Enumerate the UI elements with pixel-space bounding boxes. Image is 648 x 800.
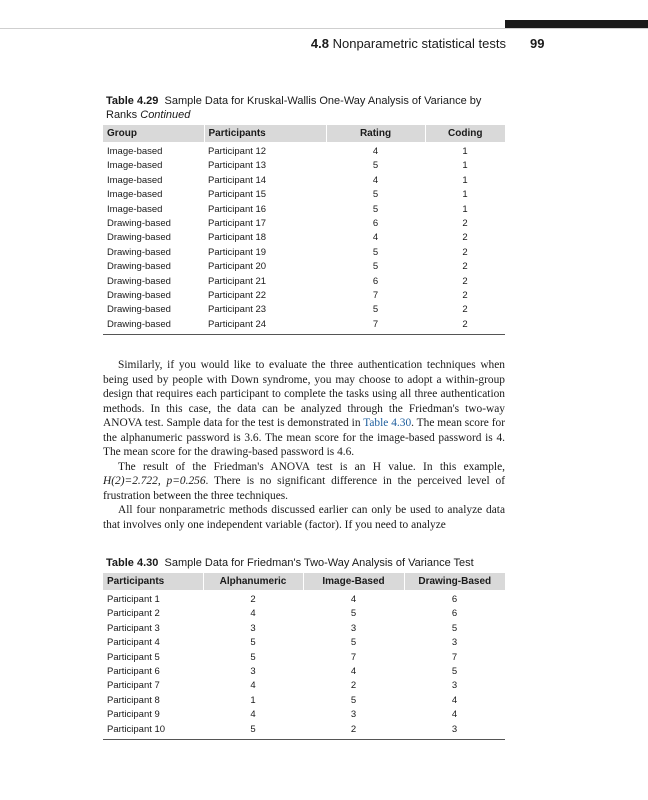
cell-image-based: 5 bbox=[350, 694, 357, 706]
table-row bbox=[103, 142, 505, 159]
p2-text-b: . There is no significant difference in the perceived level of frustration between the three techniques. bbox=[103, 475, 505, 502]
p1-text-a: Similarly, if you would like to evaluate the three authentication techniques when being used by people with Down syndrome, you may choose to adopt a within-group design that requires each participant to complete the tasks using all three authentication methods. In this case, the data can be analyzed through the Friedman's two-way ANOVA test. Sample data for the test is demonstrated in bbox=[103, 359, 505, 429]
paragraph-1 bbox=[103, 358, 505, 460]
cell-group: Drawing-based bbox=[107, 232, 171, 244]
cell-participant: Participant 24 bbox=[204, 318, 326, 335]
table-row bbox=[103, 708, 505, 722]
table-430-title: Sample Data for Friedman's Two-Way Analysis of Variance Test bbox=[164, 557, 474, 569]
table-429-continued: Continued bbox=[140, 109, 191, 121]
cell-alphanumeric: 4 bbox=[250, 680, 256, 692]
table-row bbox=[103, 636, 505, 650]
cell-rating: 5 bbox=[372, 304, 379, 316]
cell-drawing-based: 3 bbox=[451, 637, 458, 649]
cell-image-based: 4 bbox=[350, 666, 357, 678]
cell-image-based: 2 bbox=[350, 680, 357, 692]
cell-coding: 2 bbox=[425, 318, 505, 335]
cell-drawing-based: 7 bbox=[451, 651, 458, 663]
table-430 bbox=[103, 573, 505, 740]
cell-image-based: 7 bbox=[350, 651, 357, 663]
cell-rating: 4 bbox=[372, 146, 379, 157]
cell-image-based: 5 bbox=[350, 608, 357, 620]
cell-image-based: 5 bbox=[350, 637, 357, 649]
cell-alphanumeric: 3 bbox=[250, 666, 256, 678]
cell-alphanumeric: 5 bbox=[203, 723, 303, 740]
cell-group: Drawing-based bbox=[107, 275, 171, 287]
cell-alphanumeric: 5 bbox=[250, 637, 256, 649]
cell-participant: Participant 17 bbox=[208, 218, 267, 230]
p2-math: H(2)=2.722, p=0.256 bbox=[103, 475, 206, 487]
table-row bbox=[103, 303, 505, 317]
table-429 bbox=[103, 125, 505, 335]
table-429-label: Table 4.29 bbox=[106, 95, 159, 107]
cell-participant: Participant 19 bbox=[208, 246, 267, 258]
cell-image-based: 3 bbox=[350, 622, 357, 634]
cell-group: Drawing-based bbox=[107, 290, 171, 302]
cell-coding: 2 bbox=[462, 275, 468, 287]
cell-participant: Participant 23 bbox=[208, 304, 267, 316]
cell-alphanumeric: 3 bbox=[250, 622, 256, 634]
cell-participant: Participant 4 bbox=[107, 637, 160, 649]
cell-rating: 4 bbox=[372, 232, 379, 244]
cell-rating: 6 bbox=[372, 218, 379, 230]
cell-rating: 5 bbox=[372, 189, 379, 201]
table-430-label: Table 4.30 bbox=[106, 557, 159, 569]
cell-participant: Participant 10 bbox=[103, 723, 203, 740]
cell-coding: 2 bbox=[462, 246, 468, 258]
table-row bbox=[103, 188, 505, 202]
table-429-col-header: Coding bbox=[425, 125, 505, 142]
p2-text-a: The result of the Friedman's ANOVA test is an H value. In this example, bbox=[118, 460, 505, 473]
cell-participant: Participant 21 bbox=[208, 275, 267, 287]
cell-coding: 1 bbox=[462, 160, 468, 172]
cell-drawing-based: 5 bbox=[451, 622, 458, 634]
cell-participant: Participant 12 bbox=[208, 146, 267, 157]
table-429-col-header: Group bbox=[103, 125, 204, 142]
cell-alphanumeric: 4 bbox=[250, 608, 256, 620]
cell-alphanumeric: 5 bbox=[250, 651, 256, 663]
cell-rating: 5 bbox=[372, 261, 379, 273]
cell-rating: 7 bbox=[326, 318, 425, 335]
table-row bbox=[103, 203, 505, 217]
table-row bbox=[103, 217, 505, 231]
cell-participant: Participant 6 bbox=[107, 666, 160, 678]
table-row bbox=[103, 651, 505, 665]
cell-coding: 1 bbox=[462, 146, 468, 157]
table-row bbox=[103, 622, 505, 636]
table-430-col-header: Alphanumeric bbox=[203, 573, 303, 590]
table-row bbox=[103, 665, 505, 679]
cell-participant: Participant 3 bbox=[107, 622, 160, 634]
cell-group: Drawing-based bbox=[107, 246, 171, 258]
cell-participant: Participant 5 bbox=[107, 651, 160, 663]
cell-alphanumeric: 4 bbox=[250, 709, 256, 721]
cell-group: Drawing-based bbox=[103, 318, 204, 335]
table-row bbox=[103, 289, 505, 303]
cell-participant: Participant 16 bbox=[208, 203, 267, 215]
p1-text-b: . The mean score for the alphanumeric password is 3.6. The mean score for the image-based password is 4. The mean score for the drawing-based password is 4.6. bbox=[103, 417, 505, 458]
table-row bbox=[103, 679, 505, 693]
cell-participant: Participant 13 bbox=[208, 160, 267, 172]
cell-participant: Participant 1 bbox=[107, 594, 160, 605]
table-row bbox=[103, 723, 505, 740]
cell-participant: Participant 7 bbox=[107, 680, 160, 692]
cell-coding: 1 bbox=[462, 203, 468, 215]
table-429-caption bbox=[106, 94, 506, 122]
cell-drawing-based: 3 bbox=[404, 723, 505, 740]
table-row bbox=[103, 607, 505, 621]
table-row bbox=[103, 231, 505, 245]
cell-rating: 5 bbox=[372, 203, 379, 215]
table-row bbox=[103, 275, 505, 289]
cell-rating: 5 bbox=[372, 160, 379, 172]
cell-participant: Participant 14 bbox=[208, 174, 267, 186]
cell-drawing-based: 6 bbox=[451, 594, 458, 605]
cell-participant: Participant 9 bbox=[107, 709, 160, 721]
table-430-header-row bbox=[103, 573, 505, 590]
cell-drawing-based: 4 bbox=[451, 694, 458, 706]
table-row bbox=[103, 694, 505, 708]
cell-group: Drawing-based bbox=[107, 304, 171, 316]
section-number: 4.8 bbox=[310, 36, 329, 51]
running-head bbox=[0, 36, 506, 51]
cell-participant: Participant 2 bbox=[107, 608, 160, 620]
table-row bbox=[103, 174, 505, 188]
cell-coding: 2 bbox=[462, 261, 468, 273]
table-row bbox=[103, 260, 505, 274]
table-429-header-row bbox=[103, 125, 505, 142]
page-number: 99 bbox=[530, 36, 545, 51]
p3-text: All four nonparametric methods discussed earlier can only be used to analyze data that involves only one independent variable (factor). If you need to analyze bbox=[103, 504, 505, 531]
cell-participant: Participant 20 bbox=[208, 261, 267, 273]
cell-image-based: 2 bbox=[303, 723, 404, 740]
table-row bbox=[103, 318, 505, 335]
table-row bbox=[103, 590, 505, 607]
cell-coding: 2 bbox=[462, 218, 468, 230]
table-429-col-header: Rating bbox=[326, 125, 425, 142]
cell-group: Image-based bbox=[107, 160, 163, 172]
cell-coding: 1 bbox=[462, 174, 468, 186]
cell-drawing-based: 5 bbox=[451, 666, 458, 678]
table-429-title: Sample Data for Kruskal-Wallis One-Way Analysis of Variance by Ranks bbox=[106, 95, 482, 121]
table-row bbox=[103, 159, 505, 173]
cell-image-based: 3 bbox=[350, 709, 357, 721]
cell-group: Drawing-based bbox=[107, 261, 171, 273]
cell-rating: 5 bbox=[372, 246, 379, 258]
cell-image-based: 4 bbox=[350, 594, 357, 605]
cell-drawing-based: 3 bbox=[451, 680, 458, 692]
section-title: Nonparametric statistical tests bbox=[332, 36, 506, 51]
cell-participant: Participant 18 bbox=[208, 232, 267, 244]
cell-coding: 2 bbox=[462, 232, 468, 244]
table-430-col-header: Image-Based bbox=[303, 573, 404, 590]
cell-coding: 2 bbox=[462, 290, 468, 302]
header-rule bbox=[0, 28, 648, 29]
paragraph-3 bbox=[103, 503, 505, 532]
table-429-col-header: Participants bbox=[204, 125, 326, 142]
cell-group: Image-based bbox=[107, 203, 163, 215]
cell-group: Image-based bbox=[107, 146, 163, 157]
cell-alphanumeric: 2 bbox=[250, 594, 256, 605]
cell-participant: Participant 22 bbox=[208, 290, 267, 302]
cell-coding: 1 bbox=[462, 189, 468, 201]
cell-rating: 7 bbox=[372, 290, 379, 302]
cell-rating: 4 bbox=[372, 174, 379, 186]
cell-group: Image-based bbox=[107, 174, 163, 186]
cell-group: Image-based bbox=[107, 189, 163, 201]
cell-group: Drawing-based bbox=[107, 218, 171, 230]
cell-coding: 2 bbox=[462, 304, 468, 316]
paragraph-2 bbox=[103, 460, 505, 504]
cell-drawing-based: 6 bbox=[451, 608, 458, 620]
cell-participant: Participant 15 bbox=[208, 189, 267, 201]
cell-drawing-based: 4 bbox=[451, 709, 458, 721]
table-430-col-header: Participants bbox=[103, 573, 203, 590]
cell-participant: Participant 8 bbox=[107, 694, 160, 706]
cell-alphanumeric: 1 bbox=[250, 694, 256, 706]
body-text bbox=[103, 358, 505, 532]
table-430-col-header: Drawing-Based bbox=[404, 573, 505, 590]
cell-rating: 6 bbox=[372, 275, 379, 287]
table-430-caption bbox=[106, 556, 506, 570]
table-row bbox=[103, 246, 505, 260]
table-430-link[interactable]: Table 4.30 bbox=[363, 417, 412, 429]
